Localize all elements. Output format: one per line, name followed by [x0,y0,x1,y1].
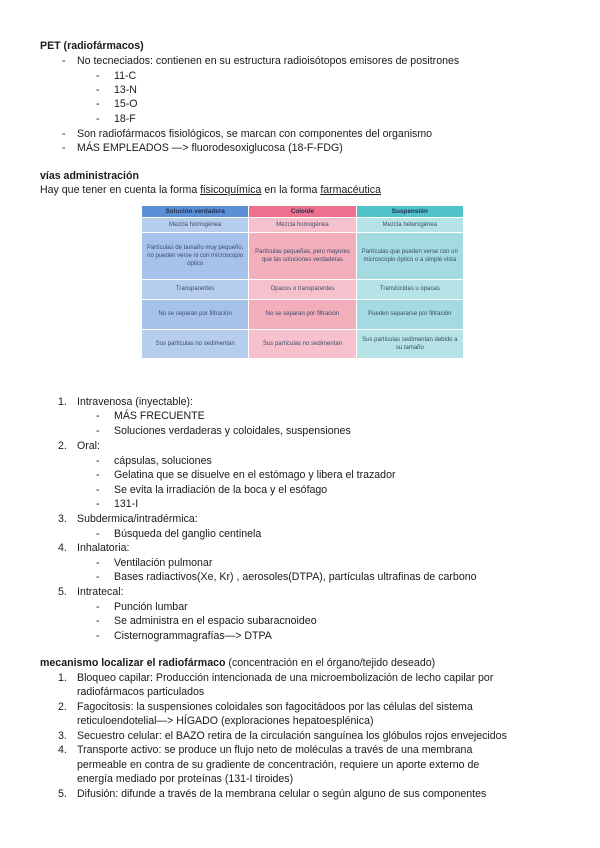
route-title: Oral: [77,440,100,452]
mechanism-number: 5. [58,788,67,800]
mechanism-line: Transporte activo: se produce un flujo neto de moléculas a través de una membrana [77,744,473,756]
table-cell: Translúcidas u opacas [356,280,463,300]
bullet-dash: - [96,410,100,422]
table-cell: Opacos o transparentes [249,280,356,300]
bullet-dash: - [96,98,100,110]
bullet-dash: - [96,484,100,496]
bullet-dash: - [96,615,100,627]
intro-underline-farmaceutica: farmacéutica [320,184,381,196]
bullet-dash: - [96,498,100,510]
mechanism-line: Secuestro celular: el BAZO retira de la circulación sanguínea los glóbulos rojos envejecidos [77,730,507,742]
route-sub: Se evita la irradiación de la boca y el esófago [114,484,328,496]
table-cell: Partículas de tamaño muy pequeño, no pueden verse ni con microscopio óptico [142,233,249,280]
table-cell: Partículas pequeñas, pero mayores que las soluciones verdaderas [249,233,356,280]
isotope-item: 13-N [114,84,137,96]
intro-text: en la forma [261,184,321,196]
intro-text: Hay que tener en cuenta la forma [40,184,201,196]
pet-heading: PET (radiofármacos) [40,40,144,52]
bullet-dash: - [96,557,100,569]
mechanism-line: Fagocitosis: la suspensiones coloidales son fagocitádoos por las células del sistema [77,701,473,713]
table-cell: Mezcla homogénea [142,218,249,233]
vias-intro [40,184,381,196]
mechanism-number: 3. [58,730,67,742]
table-cell: Transparentes [142,280,249,300]
vias-heading: vías administración [40,170,139,182]
route-sub: Se administra en el espacio subaracnoideo [114,615,317,627]
dispersion-comparison-table [141,205,464,359]
table-cell: Sus partículas no sedimentan [249,330,356,359]
table-cell: No se separan por filtración [142,300,249,330]
route-sub: Soluciones verdaderas y coloidales, suspensiones [114,425,351,437]
mechanism-number: 1. [58,672,67,684]
mecanismo-heading [40,657,435,669]
route-sub: Cisternogrammagrafías—> DTPA [114,630,272,642]
bullet-dash: - [96,601,100,613]
bullet-dash: - [96,84,100,96]
table-cell: Sus partículas sedimentan debido a su tamaño [356,330,463,359]
isotope-item: 15-O [114,98,138,110]
mecanismo-title: mecanismo localizar el radiofármaco [40,657,226,669]
mechanism-line: reticuloendotelial—> HÍGADO (exploraciones hepatoesplénica) [77,715,374,727]
bullet-dash: - [62,128,66,140]
mecanismo-subtitle: (concentración en el órgano/tejido deseado) [225,657,436,669]
table-cell: Mezcla homogénea [249,218,356,233]
bullet-dash: - [96,70,100,82]
bullet-dash: - [96,455,100,467]
mechanism-line: radiofármacos particulados [77,686,205,698]
route-title: Intravenosa (inyectable): [77,396,194,408]
route-sub: Búsqueda del ganglio centinela [114,528,262,540]
isotope-item: 11-C [114,70,137,82]
route-sub: MÁS FRECUENTE [114,410,205,422]
pet-item-3: MÁS EMPLEADOS —> fluorodesoxiglucosa (18-F-FDG) [77,142,343,154]
route-number: 3. [58,513,67,525]
route-number: 2. [58,440,67,452]
table-cell: Pueden separarse por filtración [356,300,463,330]
isotope-item: 18-F [114,113,136,125]
bullet-dash: - [62,55,66,67]
mechanism-number: 2. [58,701,67,713]
mechanism-number: 4. [58,744,67,756]
bullet-dash: - [96,425,100,437]
route-number: 4. [58,542,67,554]
mechanism-line: Bloqueo capilar: Producción intencionada de una microembolización de lecho capilar por [77,672,494,684]
route-number: 1. [58,396,67,408]
bullet-dash: - [96,528,100,540]
pet-item-2: Son radiofármacos fisiológicos, se marcan con componentes del organismo [77,128,433,140]
bullet-dash: - [96,630,100,642]
table-cell: Sus partículas no sedimentan [142,330,249,359]
table-header: Suspensión [356,206,463,218]
route-sub: cápsulas, soluciones [114,455,212,467]
mechanism-line: Difusión: difunde a través de la membrana celular o según alguno de sus componentes [77,788,487,800]
route-sub: 131-I [114,498,139,510]
bullet-dash: - [96,469,100,481]
table-cell: Mezcla heterogénea [356,218,463,233]
route-title: Subdermica/intradérmica: [77,513,198,525]
route-title: Intratecal: [77,586,124,598]
route-number: 5. [58,586,67,598]
bullet-dash: - [96,113,100,125]
route-sub: Punción lumbar [114,601,188,613]
bullet-dash: - [96,571,100,583]
route-sub: Bases radiactivos(Xe, Kr) , aerosoles(DTPA), partículas ultrafinas de carbono [114,571,477,583]
table-cell: Partículas que pueden verse con un microscopio óptico o a simple vista [356,233,463,280]
table-cell: No se separan por filtración [249,300,356,330]
route-sub: Ventilación pulmonar [114,557,213,569]
bullet-dash: - [62,142,66,154]
route-sub: Gelatina que se disuelve en el estómago y libera el trazador [114,469,396,481]
mechanism-line: energía mediado por proteínas (131-I tiroides) [77,773,294,785]
table-header: Coloide [249,206,356,218]
route-title: Inhalatoria: [77,542,130,554]
pet-item-1: No tecneciados: contienen en su estructura radioisótopos emisores de positrones [77,55,460,67]
table-header: Solución verdadera [142,206,249,218]
mechanism-line: permeable en contra de su gradiente de concentración, requiere un aporte externo de [77,759,480,771]
intro-underline-fisicoquimica: fisicoquímica [200,184,262,196]
